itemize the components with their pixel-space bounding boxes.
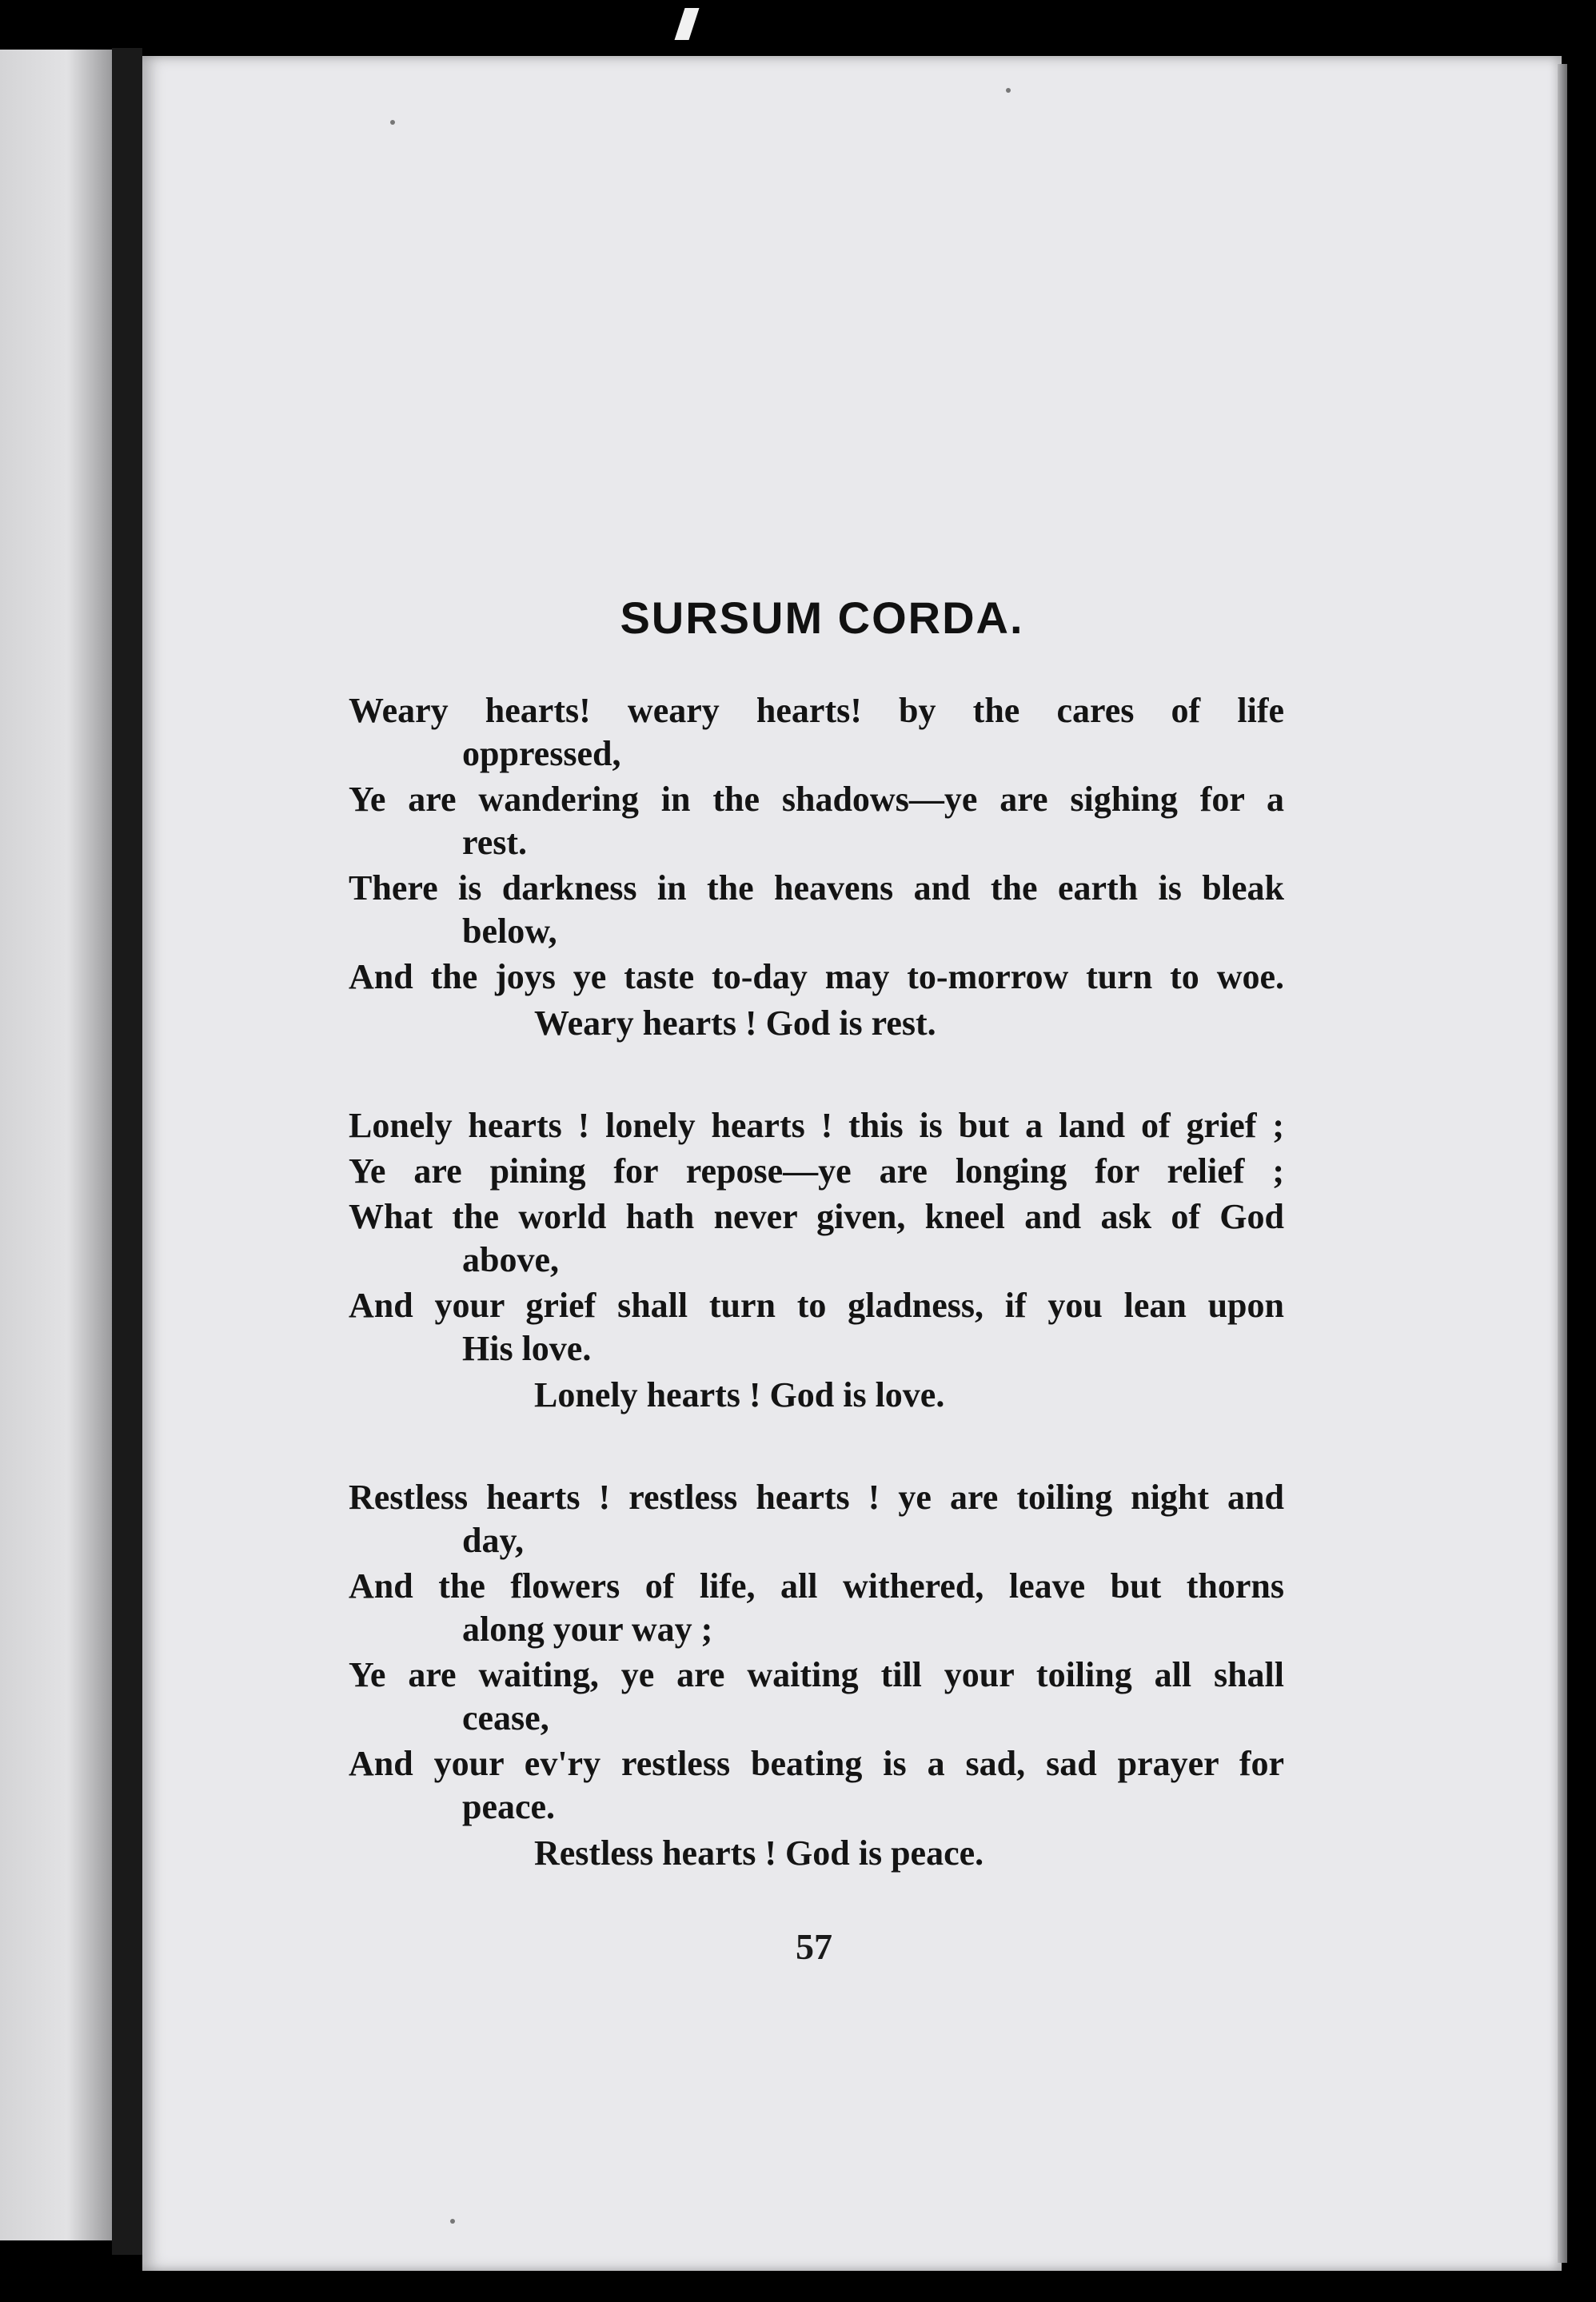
poem-body	[349, 689, 1284, 1875]
verse-line	[349, 956, 1284, 999]
book-gutter	[112, 48, 142, 2255]
page-number: 57	[796, 1926, 832, 1967]
facing-page-edge	[0, 50, 112, 2240]
verse-line-continuation: along your way ;	[462, 1610, 713, 1649]
stanza-1	[349, 689, 1284, 1045]
verse-line	[349, 1104, 1284, 1147]
verse-line-text: And the joys ye taste to-day may to-morrow turn to woe.	[349, 957, 1284, 996]
verse-line-text: Restless hearts ! restless hearts ! ye are toiling night and	[349, 1478, 1284, 1517]
verse-line-text: And your ev'ry restless beating is a sad, sad prayer for	[349, 1744, 1284, 1783]
verse-line	[349, 1565, 1284, 1651]
bookmark-ribbon	[670, 0, 702, 50]
stanza-refrain: Weary hearts ! God is rest.	[534, 1003, 936, 1043]
verse-line-continuation: His love.	[462, 1329, 592, 1368]
verse-line	[349, 1284, 1284, 1370]
verse-line-text: Ye are waiting, ye are waiting till your toiling all shall	[349, 1655, 1284, 1694]
verse-line-continuation: above,	[462, 1240, 559, 1279]
verse-line-text: What the world hath never given, kneel and ask of God	[349, 1197, 1284, 1236]
verse-line	[349, 867, 1284, 953]
verse-line-continuation: below,	[462, 912, 557, 951]
verse-line-text: And your grief shall turn to gladness, if you lean upon	[349, 1286, 1284, 1325]
stanza-refrain: Restless hearts ! God is peace.	[534, 1833, 984, 1873]
verse-line	[349, 1476, 1284, 1562]
verse-line	[349, 1742, 1284, 1829]
verse-line	[349, 1654, 1284, 1740]
verse-line	[349, 689, 1284, 776]
verse-line-continuation: day,	[462, 1521, 525, 1560]
verse-line-continuation: peace.	[462, 1787, 556, 1826]
verse-line-text: There is darkness in the heavens and the earth is bleak	[349, 868, 1284, 908]
verse-line-text: Lonely hearts ! lonely hearts ! this is but a land of grief ;	[349, 1106, 1284, 1145]
paper-speck	[1006, 88, 1011, 93]
poem-title: SURSUM CORDA.	[620, 592, 1024, 643]
verse-line	[349, 1150, 1284, 1193]
verse-line-text: Ye are pining for repose—ye are longing for relief ;	[349, 1151, 1284, 1191]
stanza-refrain: Lonely hearts ! God is love.	[534, 1375, 945, 1414]
verse-line-continuation: rest.	[462, 823, 528, 862]
verse-line	[349, 1195, 1284, 1282]
paper-speck	[390, 120, 395, 125]
verse-line-text: And the flowers of life, all withered, leave but thorns	[349, 1566, 1284, 1606]
verse-line-text: Weary hearts! weary hearts! by the cares of life	[349, 691, 1284, 730]
verse-line-continuation: oppressed,	[462, 734, 621, 773]
verse-line	[349, 778, 1284, 864]
stanza-3	[349, 1476, 1284, 1875]
verse-line-text: Ye are wandering in the shadows—ye are sighing for a	[349, 780, 1284, 819]
paper-speck	[450, 2219, 455, 2224]
verse-line-continuation: cease,	[462, 1698, 549, 1737]
stanza-2	[349, 1104, 1284, 1417]
